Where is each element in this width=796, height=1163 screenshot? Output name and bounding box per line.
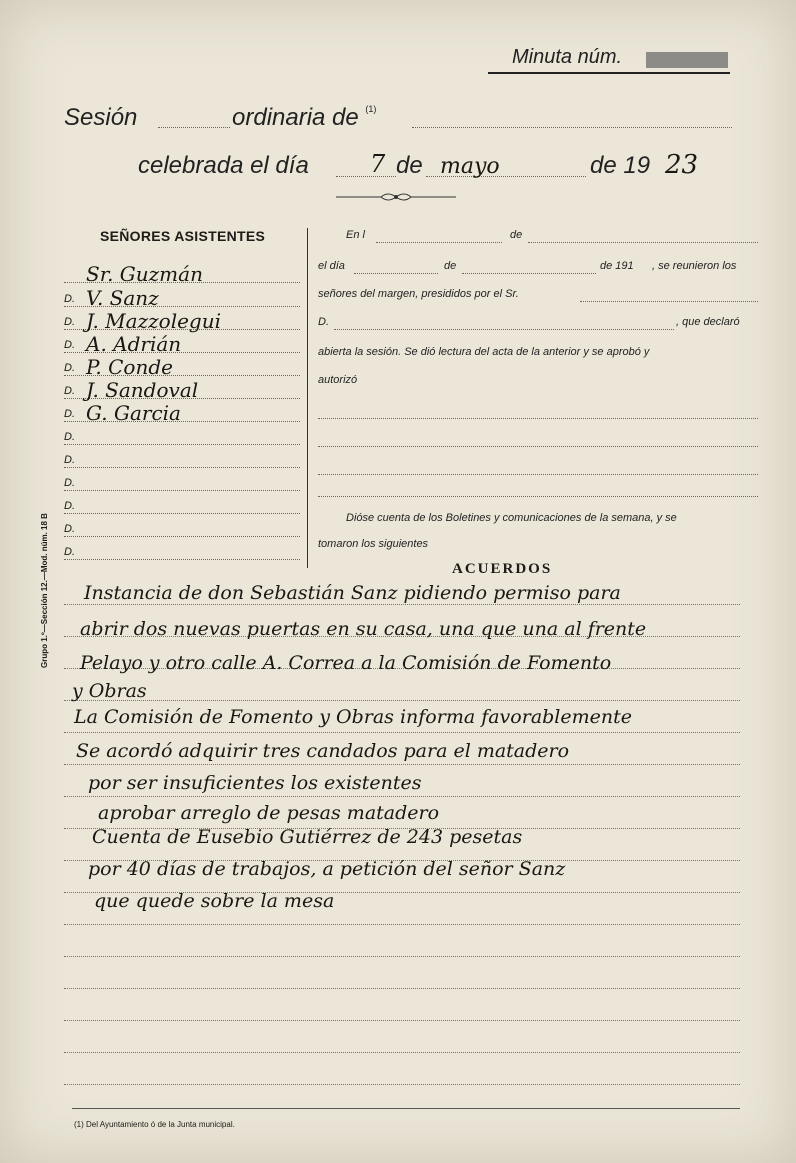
acuerdo-line: aprobar arreglo de pesas matadero [98, 802, 440, 824]
asistente-row: D. P. Conde [64, 353, 300, 376]
celebrada-label: celebrada el día [138, 152, 309, 179]
que-declaro-label: , que declaró [676, 316, 740, 328]
asistente-row: D. J. Sandoval [64, 376, 300, 399]
de-label-right: de [510, 229, 523, 241]
dia-value: 7 [370, 150, 386, 178]
ruled-line [64, 924, 740, 925]
de-label: de [396, 152, 423, 179]
asistente-name: Sr. Guzmán [86, 262, 203, 286]
footer-rule [72, 1108, 740, 1109]
asistente-row: D. G. Garcia [64, 399, 300, 422]
asistente-row: D. J. Mazzolegui [64, 307, 300, 330]
year-label: de 19 [590, 152, 651, 179]
acuerdos-title: ACUERDOS [452, 561, 553, 577]
en-blank [376, 242, 502, 243]
diose-text: Dióse cuenta de los Boletines y comunicaciones de la semana, y se [346, 512, 677, 524]
minuta-label: Minuta núm. [512, 46, 623, 68]
acuerdo-line: Pelayo y otro calle A. Correa a la Comisión de Fomento [80, 652, 612, 674]
abierta-text: abierta la sesión. Se dió lectura del acta de la anterior y se aprobó y [318, 346, 650, 358]
se-reunieron-label: , se reunieron los [652, 260, 737, 272]
asistente-name: G. Garcia [86, 401, 181, 425]
tomaron-text: tomaron los siguientes [318, 538, 429, 550]
ruled-line [64, 764, 740, 765]
acuerdo-line: y Obras [72, 680, 147, 702]
acuerdo-line: Se acordó adquirir tres candados para el matadero [76, 740, 570, 762]
asistentes-heading: SEÑORES ASISTENTES [100, 228, 266, 244]
right-blank-line [318, 446, 758, 447]
ruled-line [64, 700, 740, 701]
acuerdo-line: Instancia de don Sebastián Sanz pidiendo permiso para [84, 582, 621, 604]
form-reference: Grupo 1.º—Sección 12.—Mod. núm. 18 B [40, 513, 49, 668]
ordinaria-blank [412, 127, 732, 128]
asistente-name: A. Adrián [86, 332, 182, 356]
ruled-line [64, 988, 740, 989]
ruled-line [64, 1020, 740, 1021]
right-blank-line [318, 418, 758, 419]
acuerdo-line: Cuenta de Eusebio Gutiérrez de 243 pesetas [92, 826, 523, 848]
asistente-row: D. [64, 445, 300, 468]
ornament-divider [336, 189, 456, 205]
acuerdo-line: La Comisión de Fomento y Obras informa favorablemente [74, 706, 633, 728]
right-blank-line [318, 474, 758, 475]
sesion-blank [158, 127, 230, 128]
de-mid-label: de [444, 260, 457, 272]
ruled-line [64, 956, 740, 957]
el-dia-blank [354, 273, 438, 274]
asistente-row: D. [64, 491, 300, 514]
dia-blank [336, 176, 396, 177]
asistente-row: D. [64, 468, 300, 491]
presidente-blank [580, 301, 758, 302]
de-blank-right [528, 242, 758, 243]
asistente-row: D. [64, 537, 300, 560]
acuerdo-line: abrir dos nuevas puertas en su casa, una que una al frente [80, 618, 647, 640]
presidente-name-blank [334, 329, 674, 330]
asistente-name: V. Sanz [86, 286, 159, 310]
acuerdo-line: que quede sobre la mesa [94, 890, 335, 912]
autorizo-text: autorizó [318, 374, 358, 386]
de-191-label: de 191 [600, 260, 634, 272]
footnote-marker: (1) [365, 104, 377, 114]
year-value: 23 [665, 150, 699, 180]
right-blank-line [318, 496, 758, 497]
minuta-number-redacted [646, 52, 728, 68]
acuerdo-line: por ser insuficientes los existentes [88, 772, 422, 794]
senores-margen-label: señores del margen, presididos por el Sr. [318, 288, 519, 300]
ruled-line [64, 604, 740, 605]
ruled-line [64, 796, 740, 797]
minuta-rule [488, 72, 730, 74]
asistente-name: J. Sandoval [86, 378, 199, 402]
mes-value: mayo [440, 154, 500, 179]
ruled-line [64, 1084, 740, 1085]
asistente-row: D. [64, 514, 300, 537]
acuerdo-line: por 40 días de trabajos, a petición del señor Sanz [88, 858, 566, 880]
el-dia-label: el día [318, 260, 345, 272]
asistente-name: J. Mazzolegui [86, 309, 222, 333]
asistente-row: D. A. Adrián [64, 330, 300, 353]
en-label: En l [346, 229, 365, 241]
column-divider [307, 228, 308, 568]
asistente-row [64, 260, 300, 286]
ordinaria-label: ordinaria de $^{(1)}$ [232, 104, 377, 131]
de-mid-blank [462, 273, 596, 274]
ruled-line [64, 732, 740, 733]
sesion-label: Sesión [64, 104, 138, 131]
footnote: (1) Del Ayuntamiento ó de la Junta municipal. [74, 1120, 235, 1129]
ruled-line [64, 1052, 740, 1053]
asistente-name: P. Conde [86, 355, 173, 379]
asistente-row: D. [64, 422, 300, 445]
d-label-right: D. [318, 316, 329, 328]
asistente-row: D. V. Sanz [64, 284, 300, 307]
